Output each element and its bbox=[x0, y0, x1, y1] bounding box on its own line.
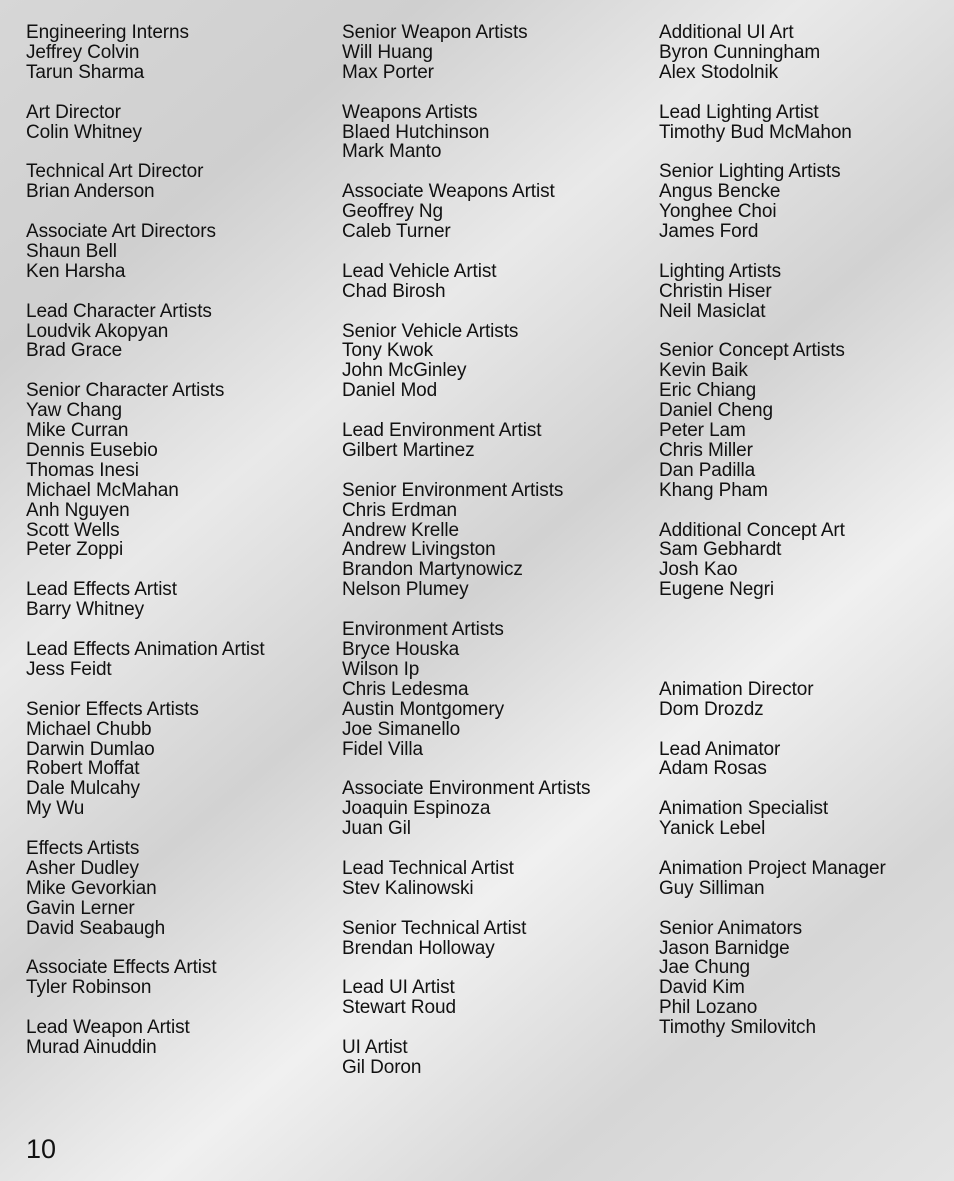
credit-name: Mike Gevorkian bbox=[26, 877, 157, 899]
credit-name: Wilson Ip bbox=[342, 658, 420, 680]
credit-role: Associate Environment Artists bbox=[342, 778, 591, 800]
credit-name: Ken Harsha bbox=[26, 260, 126, 282]
credit-group bbox=[342, 859, 590, 899]
credit-group bbox=[659, 341, 886, 500]
credit-name: Geoffrey Ng bbox=[342, 201, 443, 223]
credit-group bbox=[26, 700, 265, 819]
credit-role: Lead Vehicle Artist bbox=[342, 260, 497, 282]
credit-name: Juan Gil bbox=[342, 818, 411, 840]
credit-role: Lead Effects Artist bbox=[26, 579, 177, 601]
credit-name: Loudvik Akopyan bbox=[26, 320, 169, 342]
credit-role: Senior Vehicle Artists bbox=[342, 320, 519, 342]
credit-name: Christin Hiser bbox=[659, 280, 772, 302]
credit-name: Jeffrey Colvin bbox=[26, 41, 140, 63]
credit-role: Associate Art Directors bbox=[26, 221, 216, 243]
credit-name: Chris Erdman bbox=[342, 499, 457, 521]
credit-group bbox=[342, 1038, 590, 1078]
page-number: 10 bbox=[26, 1134, 57, 1164]
credit-name: Gavin Lerner bbox=[26, 897, 135, 919]
credit-group bbox=[26, 381, 265, 560]
credit-name: Jae Chung bbox=[659, 957, 751, 979]
credit-group bbox=[342, 23, 590, 83]
credit-name: Chad Birosh bbox=[342, 280, 446, 302]
credit-name: Yanick Lebel bbox=[659, 818, 766, 840]
credit-name: Will Huang bbox=[342, 41, 433, 63]
credit-role: Associate Effects Artist bbox=[26, 957, 217, 979]
credit-group bbox=[26, 302, 265, 362]
credit-role: Additional UI Art bbox=[659, 22, 794, 43]
credit-role: Associate Weapons Artist bbox=[342, 181, 555, 203]
credit-name: Barry Whitney bbox=[26, 599, 145, 621]
credit-name: Anh Nguyen bbox=[26, 499, 130, 521]
credits-column-1 bbox=[26, 23, 265, 1078]
credit-name: Chris Miller bbox=[659, 439, 753, 461]
credit-name: Tony Kwok bbox=[342, 340, 433, 362]
credit-role: Senior Effects Artists bbox=[26, 698, 199, 720]
credit-name: Eugene Negri bbox=[659, 579, 774, 601]
credit-group bbox=[26, 222, 265, 282]
credit-name: Joaquin Espinoza bbox=[342, 798, 491, 820]
credit-group bbox=[659, 740, 886, 780]
credit-role: Weapons Artists bbox=[342, 101, 478, 123]
credit-name: David Kim bbox=[659, 977, 745, 999]
credit-name: Fidel Villa bbox=[342, 738, 423, 760]
credit-name: Kevin Baik bbox=[659, 360, 748, 382]
credit-group bbox=[342, 322, 590, 402]
credit-name: Michael Chubb bbox=[26, 718, 152, 740]
credit-name: Shaun Bell bbox=[26, 240, 117, 262]
credit-role: Senior Lighting Artists bbox=[659, 161, 841, 183]
credit-name: Brian Anderson bbox=[26, 181, 155, 203]
credit-role: Art Director bbox=[26, 101, 121, 123]
credit-name: Brad Grace bbox=[26, 340, 123, 362]
credit-group bbox=[342, 919, 590, 959]
credit-name: Brandon Martynowicz bbox=[342, 559, 523, 581]
credit-name: David Seabaugh bbox=[26, 917, 166, 939]
credit-group bbox=[342, 978, 590, 1018]
credit-group bbox=[342, 262, 590, 302]
credit-name: Peter Zoppi bbox=[26, 539, 124, 561]
credit-name: Tarun Sharma bbox=[26, 61, 145, 83]
credit-group bbox=[659, 680, 886, 720]
credit-name: Gilbert Martinez bbox=[342, 439, 475, 461]
credit-group bbox=[342, 779, 590, 839]
credit-group bbox=[342, 421, 590, 461]
credit-name: Yonghee Choi bbox=[659, 201, 777, 223]
credit-name: Nelson Plumey bbox=[342, 579, 469, 601]
credit-name: Caleb Turner bbox=[342, 221, 451, 243]
credit-role: Senior Concept Artists bbox=[659, 340, 845, 362]
credit-name: Bryce Houska bbox=[342, 638, 460, 660]
credit-role: UI Artist bbox=[342, 1037, 408, 1059]
credit-name: James Ford bbox=[659, 221, 759, 243]
credit-name: Byron Cunningham bbox=[659, 41, 821, 63]
credit-group bbox=[659, 919, 886, 1038]
credit-group bbox=[659, 799, 886, 839]
credit-role: Animation Director bbox=[659, 678, 814, 700]
credit-group bbox=[659, 103, 886, 143]
credit-name: Alex Stodolnik bbox=[659, 61, 779, 83]
credit-name: Jess Feidt bbox=[26, 658, 112, 680]
credit-name: Dale Mulcahy bbox=[26, 778, 140, 800]
credit-role: Technical Art Director bbox=[26, 161, 204, 183]
credit-name: Blaed Hutchinson bbox=[342, 121, 490, 143]
credit-group bbox=[659, 859, 886, 899]
credit-group bbox=[26, 23, 265, 83]
credit-name: Khang Pham bbox=[659, 479, 768, 501]
credit-name: Mark Manto bbox=[342, 141, 442, 163]
credit-name: Michael McMahan bbox=[26, 479, 179, 501]
credit-name: Joe Simanello bbox=[342, 718, 461, 740]
credit-name: Daniel Mod bbox=[342, 380, 438, 402]
credit-group bbox=[659, 262, 886, 322]
credit-role: Additional Concept Art bbox=[659, 519, 845, 541]
credit-group bbox=[342, 620, 590, 759]
credit-group bbox=[342, 103, 590, 163]
credit-name: Stewart Roud bbox=[342, 997, 456, 1019]
credit-name: John McGinley bbox=[342, 360, 467, 382]
credit-role: Senior Environment Artists bbox=[342, 479, 564, 501]
credit-name: Josh Kao bbox=[659, 559, 738, 581]
credit-name: Peter Lam bbox=[659, 420, 746, 442]
credit-role: Lead Animator bbox=[659, 738, 781, 760]
credit-name: Thomas Inesi bbox=[26, 459, 139, 481]
credit-name: Adam Rosas bbox=[659, 758, 767, 780]
credits-column-2 bbox=[342, 23, 590, 1098]
credits-column-3 bbox=[659, 23, 886, 1058]
credit-role: Lead Lighting Artist bbox=[659, 101, 819, 123]
credit-group bbox=[26, 839, 265, 939]
credit-group bbox=[342, 481, 590, 600]
credit-name: Angus Bencke bbox=[659, 181, 781, 203]
credit-role: Engineering Interns bbox=[26, 22, 189, 43]
credit-role: Lead Character Artists bbox=[26, 300, 212, 322]
credit-role: Lead UI Artist bbox=[342, 977, 455, 999]
credit-role: Senior Technical Artist bbox=[342, 917, 527, 939]
credit-role: Animation Project Manager bbox=[659, 857, 886, 879]
credit-name: Daniel Cheng bbox=[659, 400, 773, 422]
credit-name: Guy Silliman bbox=[659, 877, 765, 899]
credit-role: Animation Specialist bbox=[659, 798, 829, 820]
credit-name: Brendan Holloway bbox=[342, 937, 495, 959]
credit-name: Andrew Krelle bbox=[342, 519, 459, 541]
credit-name: Darwin Dumlao bbox=[26, 738, 155, 760]
credit-role: Effects Artists bbox=[26, 838, 140, 860]
credit-name: Phil Lozano bbox=[659, 997, 758, 1019]
credit-group bbox=[342, 182, 590, 242]
credit-name: Yaw Chang bbox=[26, 400, 122, 422]
credit-name: Sam Gebhardt bbox=[659, 539, 782, 561]
credit-role: Environment Artists bbox=[342, 619, 504, 641]
credit-role: Lead Technical Artist bbox=[342, 857, 514, 879]
credit-role: Senior Character Artists bbox=[26, 380, 225, 402]
credit-name: Jason Barnidge bbox=[659, 937, 790, 959]
credit-name: Eric Chiang bbox=[659, 380, 757, 402]
credit-name: Dennis Eusebio bbox=[26, 439, 158, 461]
credit-group bbox=[659, 162, 886, 242]
credit-name: Asher Dudley bbox=[26, 857, 139, 879]
credit-group bbox=[26, 958, 265, 998]
credit-name: Neil Masiclat bbox=[659, 300, 766, 322]
credit-group bbox=[659, 23, 886, 83]
credit-name: Timothy Bud McMahon bbox=[659, 121, 852, 143]
credit-name: Dom Drozdz bbox=[659, 698, 764, 720]
credit-name: Chris Ledesma bbox=[342, 678, 469, 700]
credit-role: Lead Effects Animation Artist bbox=[26, 638, 265, 660]
credit-name: Robert Moffat bbox=[26, 758, 140, 780]
credit-role: Lighting Artists bbox=[659, 260, 781, 282]
credit-name: Mike Curran bbox=[26, 420, 129, 442]
credit-name: Max Porter bbox=[342, 61, 434, 83]
credit-role: Senior Animators bbox=[659, 917, 803, 939]
credit-name: Tyler Robinson bbox=[26, 977, 152, 999]
credit-name: Timothy Smilovitch bbox=[659, 1017, 816, 1039]
credit-group bbox=[26, 162, 265, 202]
credit-group bbox=[659, 521, 886, 601]
credit-name: My Wu bbox=[26, 798, 85, 820]
credit-name: Stev Kalinowski bbox=[342, 877, 474, 899]
credit-role: Lead Environment Artist bbox=[342, 420, 542, 442]
credit-group bbox=[26, 103, 265, 143]
credit-group bbox=[26, 580, 265, 620]
credit-role: Senior Weapon Artists bbox=[342, 22, 528, 43]
credit-role: Lead Weapon Artist bbox=[26, 1017, 190, 1039]
credit-name: Gil Doron bbox=[342, 1056, 422, 1078]
credit-name: Andrew Livingston bbox=[342, 539, 496, 561]
credit-name: Scott Wells bbox=[26, 519, 120, 541]
credit-name: Colin Whitney bbox=[26, 121, 142, 143]
credit-group bbox=[26, 1018, 265, 1058]
credit-name: Dan Padilla bbox=[659, 459, 756, 481]
credit-name: Murad Ainuddin bbox=[26, 1037, 157, 1059]
credit-group bbox=[26, 640, 265, 680]
credit-name: Austin Montgomery bbox=[342, 698, 504, 720]
